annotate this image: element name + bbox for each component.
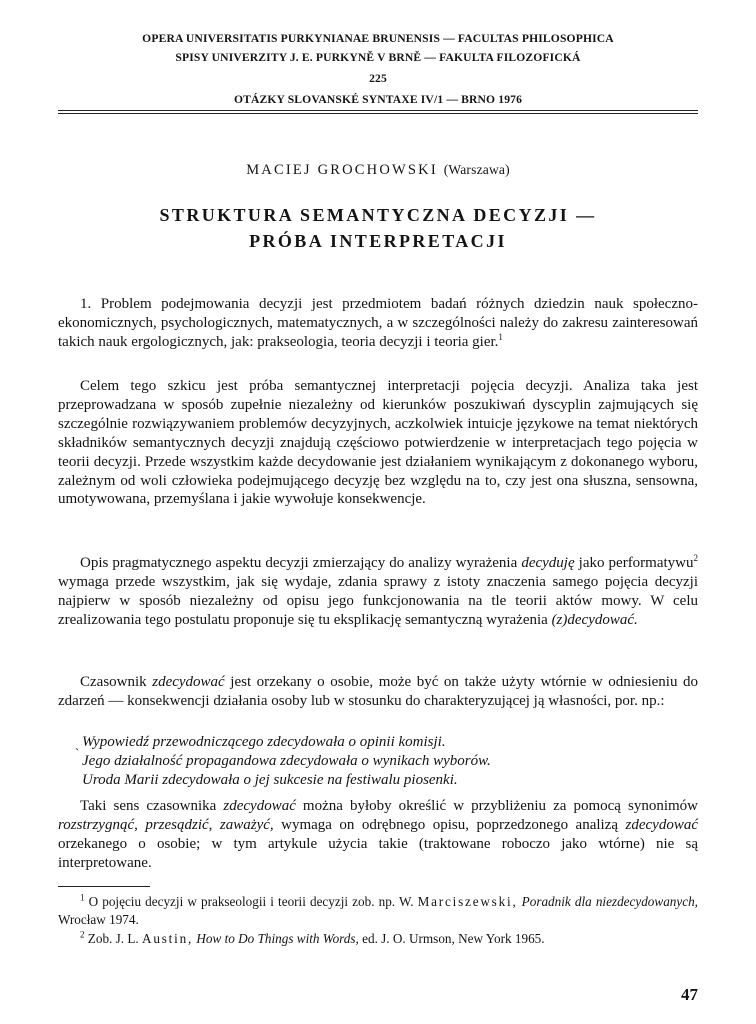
footnote-1: $^1$ O pojęciu decyzji w prakseologii i teorii decyzji zob. np. W. Marciszewski, Poradnik dla niezdecydowanych, Wrocław 1974. <box>58 892 698 927</box>
footnote-ref-2[interactable]: 2 <box>693 553 699 563</box>
paragraph-2: Celem tego szkicu jest próba semantycznej interpretacji pojęcia decyzji. Analiza taka jest przeprowadzana w sposób zupełnie niezależny od kierunków poszukiwań dyscyplin zajmujących się szczególnie rozwiązywaniem problemów decyzyjnych, aczkolwiek intuicje językowe na temat niektórych składników semantycznych decyzji znajdują częściowo potwierdzenie w interpretacjach tego pojęcia w teorii decyzji. Przede wszystkim każde decydowanie jest działaniem wynikającym z dokonanego wyboru, zależnym od woli człowieka podejmującego decyzję bez względu na to, czy jest ona słuszna, sensowna, umotywowana, przemyślana i jakie wywołuje konsekwencje. <box>58 378 698 508</box>
paragraph-3: Opis pragmatycznego aspektu decyzji zmierzający do analizy wyrażenia decyduję jako performatywu$^2$ wymaga przede wszystkim, jak się wydaje, zdania sprawy z istoty znaczenia samego pojęcia decyzji najpierw w sposób niezależny od opisu jego funkcjonowania na tle teorii aktów mowy. W celu zrealizowania tego postulatu proponuje się tu eksplikację semantyczną wyrażenia (z)decydować. <box>58 553 699 628</box>
footnote-ref-1[interactable]: 1 <box>498 331 503 342</box>
author-line <box>58 162 698 179</box>
author-name: MACIEJ GROCHOWSKI <box>246 162 438 178</box>
series-header-czech: SPISY UNIVERZITY J. E. PURKYNĚ V BRNĚ — FAKULTA FILOZOFICKÁ <box>175 51 581 64</box>
paragraph-5: Taki sens czasownika zdecydować można byłoby określić w przybliżeniu za pomocą synonimów rozstrzygnąć, przesądzić, zaważyć, wymaga on odrębnego opisu, poprzedzonego analizą zdecydować orzekanego o osobie; w tym artykule użycia takie (traktowane roboczo jako wtórne) nie są interpretowane. <box>58 798 698 871</box>
example-3: Uroda Marii zdecydowała o jej sukcesie na festiwalu piosenki. <box>82 771 458 788</box>
article-title-line1: STRUKTURA SEMANTYCZNA DECYZJI — <box>159 205 597 225</box>
footnote-2: $^2$ Zob. J. L. Austin, How to Do Things with Words, ed. J. O. Urmson, New York 1965. <box>80 929 545 946</box>
author-affiliation: (Warszawa) <box>443 162 510 177</box>
margin-tick-mark: ˏ <box>75 736 80 751</box>
series-number: 225 <box>369 72 387 85</box>
article-title-line2: PRÓBA INTERPRETACJI <box>249 231 507 251</box>
example-list <box>82 733 682 790</box>
header-rule-top <box>58 110 698 111</box>
header-rule-bottom <box>58 113 698 114</box>
example-2: Jego działalność propagandowa zdecydowała o wynikach wyborów. <box>82 752 491 769</box>
series-header-latin: OPERA UNIVERSITATIS PURKYNIANAE BRUNENSIS — FACULTAS PHILOSOPHICA <box>142 32 614 45</box>
volume-header: OTÁZKY SLOVANSKÉ SYNTAXE IV/1 — BRNO 1976 <box>233 93 523 106</box>
page-number: 47 <box>681 985 698 1004</box>
footnote-rule <box>58 886 150 887</box>
paragraph-4: Czasownik zdecydować jest orzekany o osobie, może być on także użyty wtórnie w odniesieniu do zdarzeń — konsekwencji działania osoby lub w stosunku do charakteryzującej ją własności, por. np.: <box>58 674 699 709</box>
paragraph-1: 1. Problem podejmowania decyzji jest przedmiotem badań różnych dziedzin nauk społeczno-ekonomicznych, psychologicznych, matematycznych, a w szczególności należy do zakresu zainteresowań takich nauk ergologicznych, jak: prakseologia, teoria decyzji i teoria gier.$^1$ <box>58 296 698 350</box>
example-1: Wypowiedź przewodniczącego zdecydowała o opinii komisji. <box>82 734 446 750</box>
